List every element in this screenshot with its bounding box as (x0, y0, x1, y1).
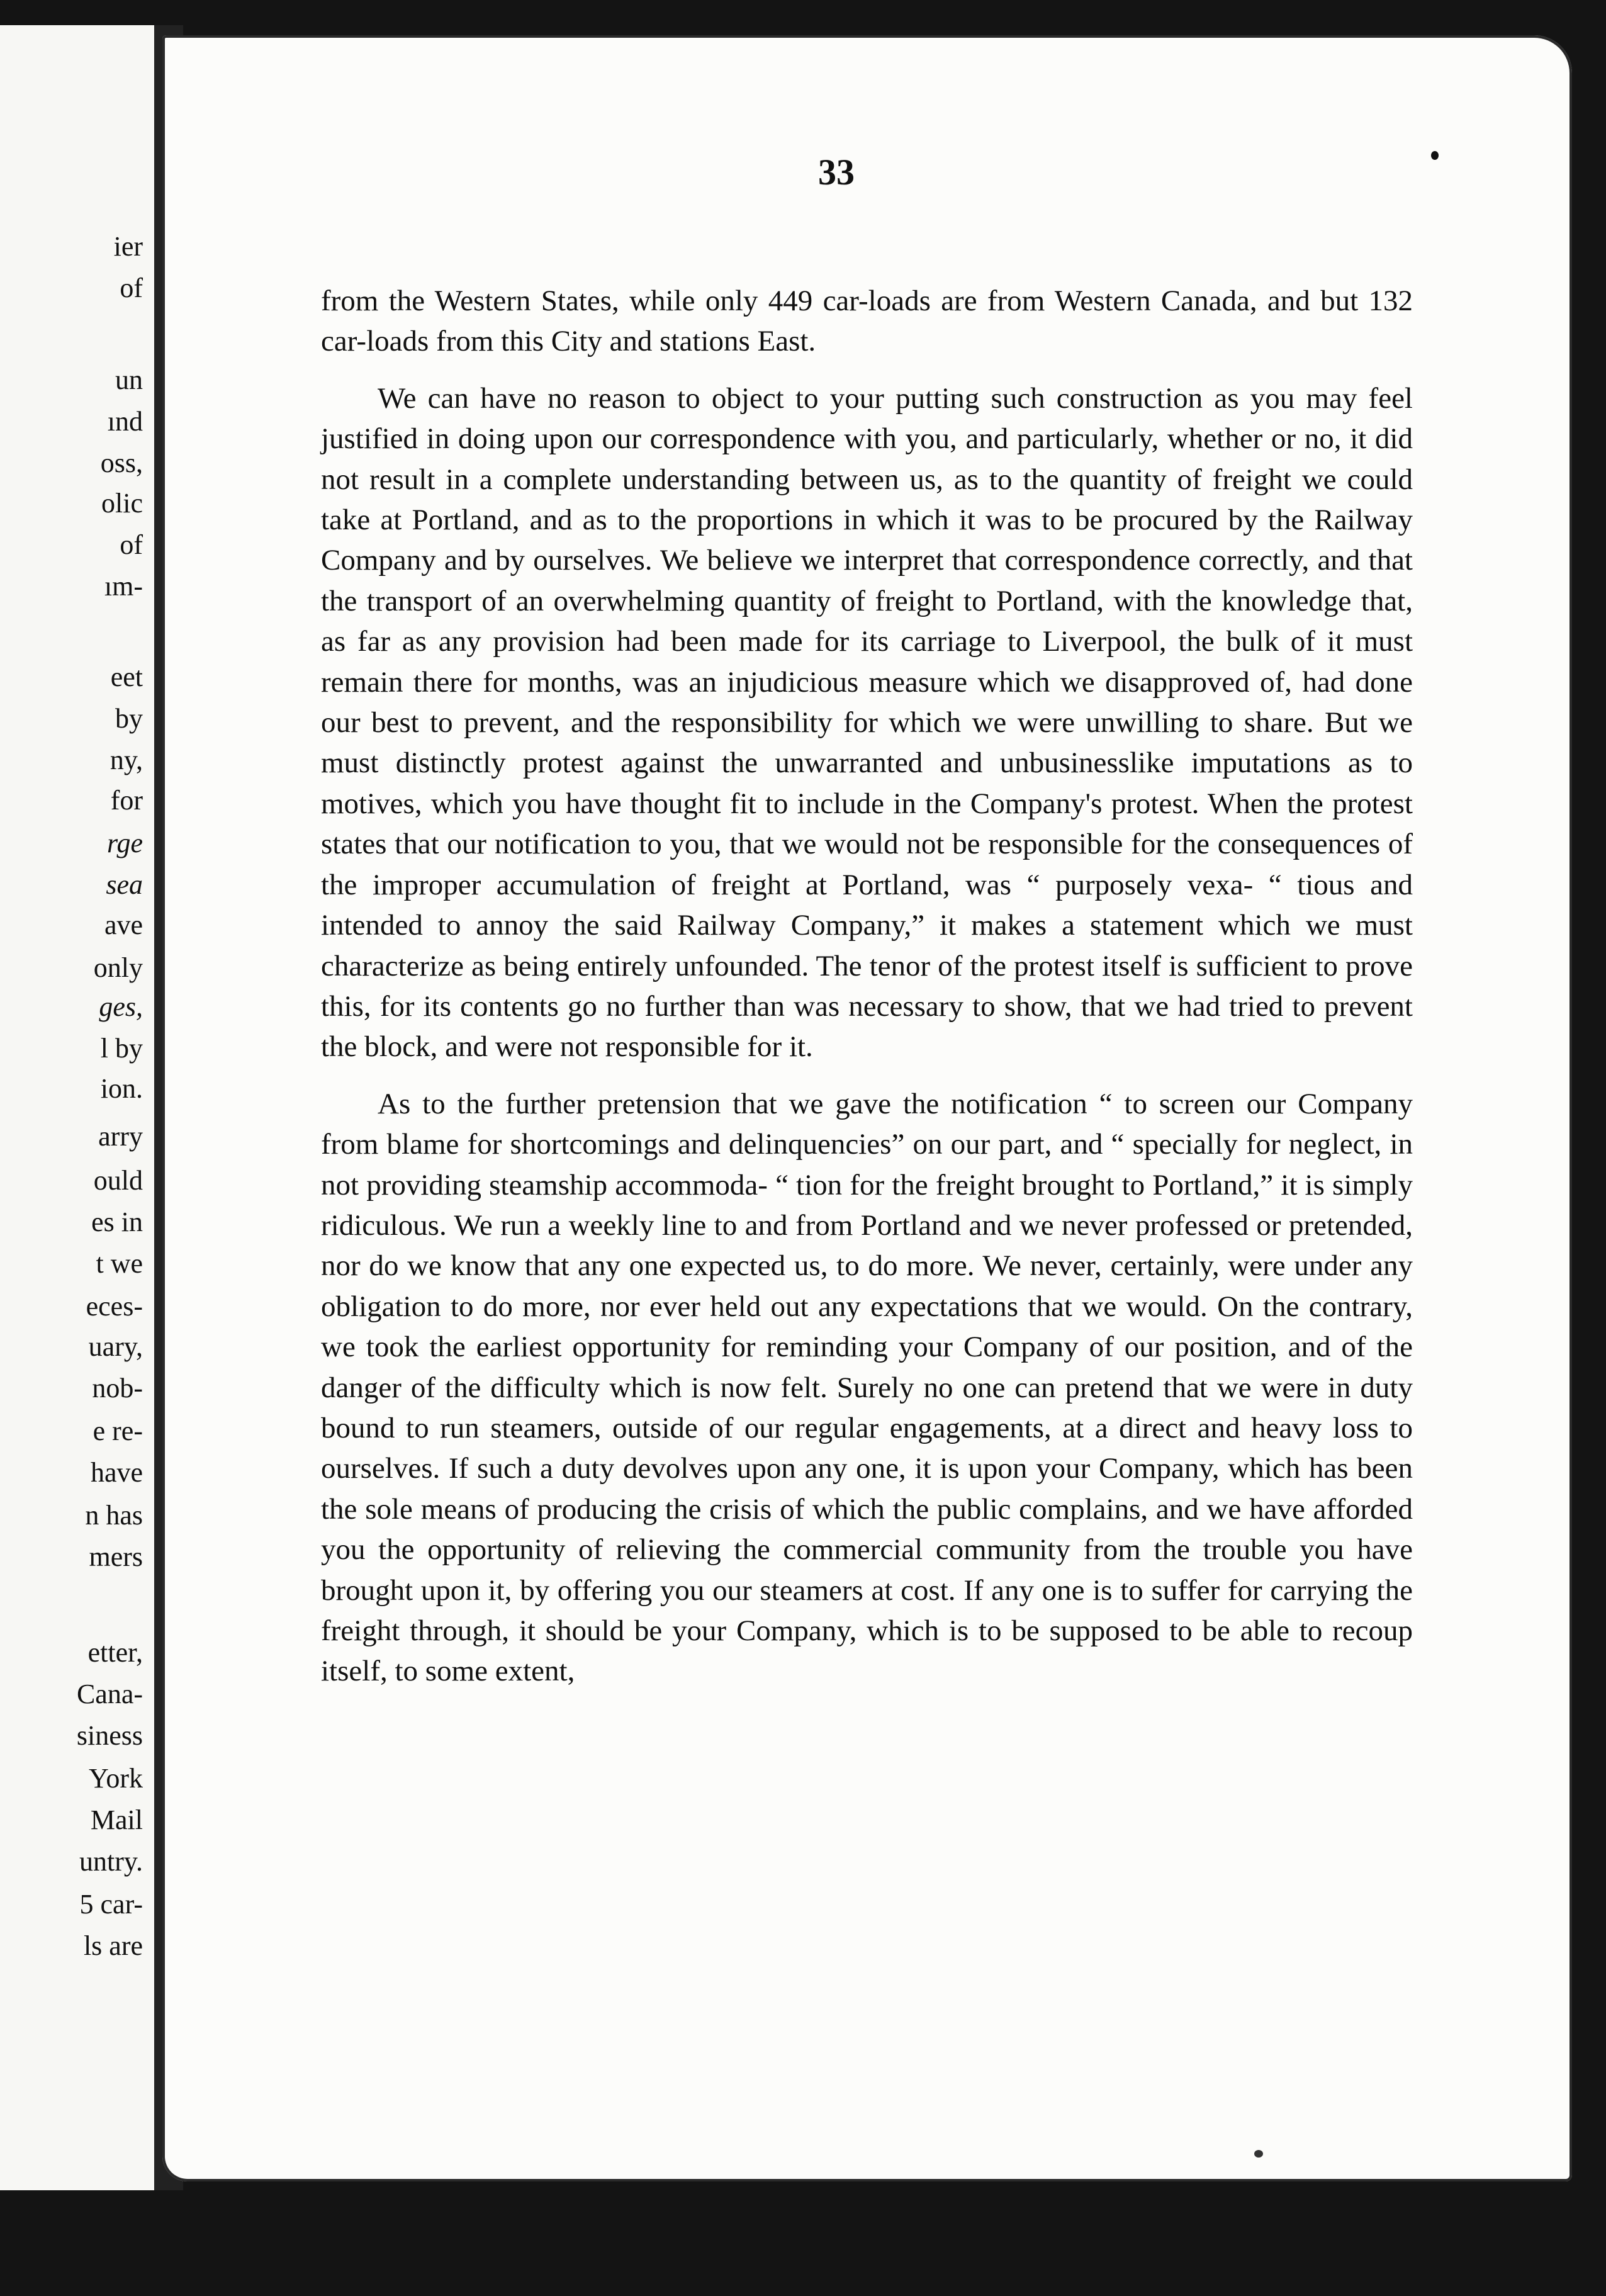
left-page-fragment: of (120, 273, 143, 303)
left-page-fragment: ould (93, 1165, 143, 1196)
left-page-fragment: ave (104, 909, 143, 940)
left-page-fragment: by (115, 703, 143, 734)
left-page-fragment: l by (100, 1033, 143, 1064)
left-page-fragment: uary, (88, 1331, 143, 1362)
left-page-fragment: Cana- (76, 1679, 143, 1709)
left-page-fragment: ges, (99, 991, 143, 1022)
left-page-fragment: arry (98, 1121, 143, 1152)
left-page-fragment: ier (113, 231, 143, 262)
left-page-fragment: untry. (79, 1846, 143, 1877)
left-page-fragment: n has (85, 1500, 143, 1531)
left-page-fragment: ion. (100, 1073, 143, 1104)
page-number: 33 (818, 152, 855, 193)
left-page-fragment: olic (101, 488, 143, 519)
left-page-fragment: of (120, 529, 143, 560)
left-page-fragment: un (115, 364, 143, 395)
ink-speck-bottom (1254, 2150, 1263, 2158)
ink-speck (1431, 151, 1439, 160)
left-page-fragment: e re- (93, 1415, 143, 1446)
left-page-fragment: eces- (86, 1291, 143, 1322)
left-page-fragment: only (93, 952, 143, 983)
left-page-fragment: oss, (100, 447, 143, 478)
left-page-fragment: sea (106, 869, 143, 900)
left-page-fragment: for (110, 785, 143, 816)
paragraph-3: As to the further pretension that we gave the notification “ to screen our Company from blame for shortcomings and delinquencies” on our part, and “ specially for neglect, in not providing steamship accommoda- “ tion for the freight brought to Portland,” it is simply ridiculous. We run a weekly line to and from Portland and we never professed or pretended, nor do we know that any one expected us, to do more. We never, certainly, were under any obligation to do more, nor ever held out any expectations that we would. On the contrary, we took the earliest opportunity for reminding your Company of our position, and of the danger of the difficulty which is now felt. Surely no one can pretend that we were in duty bound to run steamers, outside of our regular engagements, at a direct and heavy loss to ourselves. If such a duty devolves upon any one, it is upon your Company, which has been the sole means of producing the crisis of which the public complains, and we have afforded you the opportunity of relieving the commercial community from the trouble you have brought upon it, by offering you our steamers at cost. If any one is to suffer for carrying the freight through, it should be your Company, which is to be supposed to be able to recoup itself, to some extent, (321, 1087, 1413, 1688)
left-page-fragment: rge (106, 828, 143, 858)
left-page-fragment: es in (91, 1207, 143, 1237)
left-page-fragment: ınd (107, 406, 143, 437)
left-page-edge (0, 25, 158, 2190)
left-page-fragment: ny, (110, 745, 143, 775)
body-text (321, 281, 1413, 1692)
paragraph-2: We can have no reason to object to your putting such construction as you may feel justified in doing upon our correspondence with you, and particularly, whether or no, it did not result in a complete understanding between us, as to the quantity of freight we could take at Portland, and as to the proportions in which it was to be procured by the Railway Company and by ourselves. We believe we interpret that correspondence correctly, and that the transport of an overwhelming quantity of freight to Portland, with the knowledge that, as far as any provision had been made for its carriage to Liverpool, the bulk of it must remain there for months, was an injudicious measure which we disapproved of, had done our best to prevent, and the responsibility for which we were unwilling to share. But we must distinctly protest against the unwarranted and unbusinesslike imputations as to motives, which you have thought fit to include in the Company's protest. When the protest states that our notification to you, that we would not be responsible for the consequences of the improper accumulation of freight at Portland, was “ purposely vexa- “ tious and intended to annoy the said Railway Company,” it makes a statement which we must characterize as being entirely unfounded. The tenor of the protest itself is sufficient to prove this, for its contents go no further than was necessary to show, that we had tried to prevent the block, and were not responsible for it. (321, 381, 1413, 1064)
left-page-fragment: have (90, 1457, 143, 1488)
left-page-fragment: York (88, 1763, 143, 1794)
left-page-fragment: eet (110, 661, 143, 692)
left-page-fragment: Mail (90, 1804, 143, 1835)
left-page-fragment: t we (96, 1248, 143, 1279)
left-page-fragment: nob- (92, 1373, 143, 1404)
left-page-fragment: ls are (83, 1930, 143, 1961)
left-page-fragment: etter, (87, 1637, 143, 1668)
left-page-fragment: siness (76, 1720, 143, 1751)
left-page-fragment: ım- (104, 571, 143, 602)
paragraph-1: from the Western States, while only 449 car-loads are from Western Canada, and but 132 car-loads from this City and stations East. (321, 284, 1413, 358)
left-page-fragment: 5 car- (79, 1889, 143, 1920)
left-page-fragment: mers (89, 1541, 143, 1572)
